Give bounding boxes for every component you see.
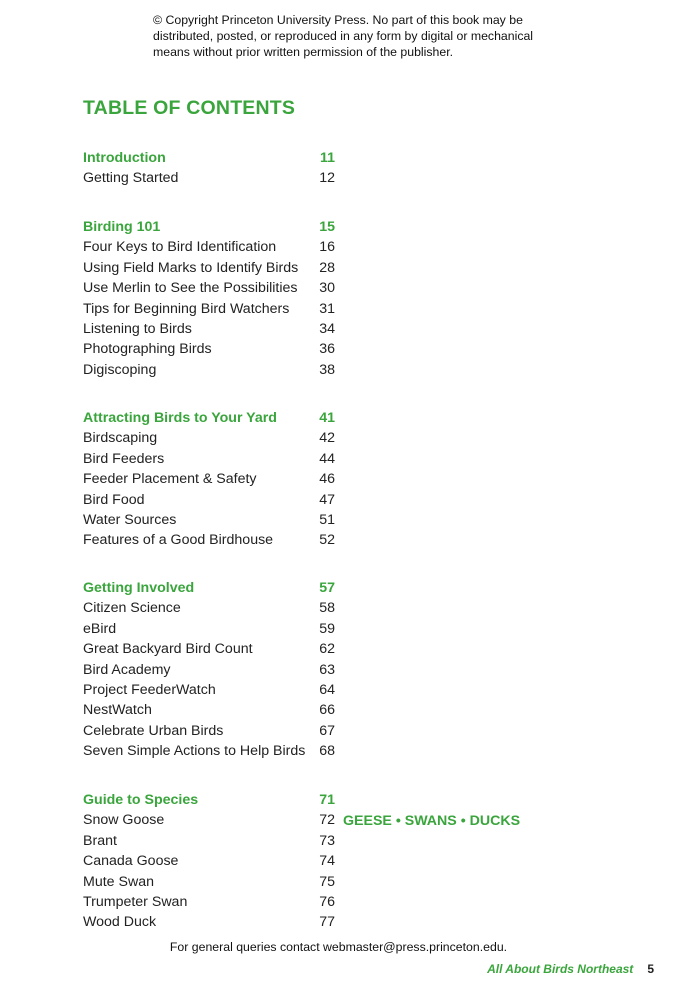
toc-entry bbox=[83, 170, 335, 190]
toc-entry bbox=[83, 532, 335, 552]
entry-page: 74 bbox=[319, 853, 335, 870]
entry-page: 28 bbox=[319, 259, 335, 276]
toc-entry bbox=[83, 341, 335, 361]
entry-page: 38 bbox=[319, 361, 335, 378]
toc-section bbox=[83, 580, 335, 764]
section-heading-page: 11 bbox=[320, 150, 335, 166]
toc-section bbox=[83, 792, 335, 935]
entry-label: Digiscoping bbox=[83, 361, 157, 378]
contact-line: For general queries contact webmaster@press.princeton.edu. bbox=[169, 940, 508, 954]
entry-label: Trumpeter Swan bbox=[83, 893, 188, 910]
entry-label: eBird bbox=[83, 620, 117, 637]
entry-label: Brant bbox=[83, 832, 117, 849]
entry-page: 44 bbox=[319, 450, 335, 467]
entry-page: 59 bbox=[319, 620, 335, 637]
entry-label: Water Sources bbox=[83, 511, 177, 528]
entry-label: Feeder Placement & Safety bbox=[83, 471, 257, 488]
toc-entry bbox=[83, 682, 335, 702]
copyright-line: means without prior written permission of the publisher. bbox=[153, 45, 454, 59]
section-heading-label: Guide to Species bbox=[83, 792, 199, 808]
entry-label: Celebrate Urban Birds bbox=[83, 722, 224, 739]
entry-label: Tips for Beginning Bird Watchers bbox=[83, 300, 290, 317]
section-heading-label: Getting Involved bbox=[83, 580, 195, 596]
entry-page: 31 bbox=[319, 300, 335, 317]
entry-label: Bird Academy bbox=[83, 661, 171, 678]
toc-entry bbox=[83, 874, 335, 894]
section-heading-page: 15 bbox=[319, 219, 335, 235]
section-heading-label: Attracting Birds to Your Yard bbox=[83, 410, 277, 426]
toc-entry bbox=[83, 301, 335, 321]
entry-page: 66 bbox=[319, 702, 335, 719]
entry-label: Project FeederWatch bbox=[83, 681, 216, 698]
toc-entry bbox=[83, 239, 335, 259]
toc-section bbox=[83, 150, 335, 191]
entry-page: 47 bbox=[319, 491, 335, 508]
entry-label: Citizen Science bbox=[83, 600, 181, 617]
entry-page: 64 bbox=[319, 681, 335, 698]
section-heading-page: 57 bbox=[319, 580, 335, 596]
toc-entry bbox=[83, 641, 335, 661]
section-heading-label: Introduction bbox=[83, 150, 166, 166]
section-heading-page: 71 bbox=[319, 792, 335, 808]
entry-label: Great Backyard Bird Count bbox=[83, 641, 253, 658]
toc-entry bbox=[83, 430, 335, 450]
footer-book-title: All About Birds Northeast bbox=[487, 962, 634, 976]
toc-section bbox=[83, 219, 335, 382]
entry-page: 51 bbox=[319, 511, 335, 528]
toc-entry bbox=[83, 894, 335, 914]
entry-page: 30 bbox=[319, 280, 335, 297]
entry-page: 76 bbox=[319, 893, 335, 910]
toc-entry bbox=[83, 853, 335, 873]
copyright-notice bbox=[153, 12, 573, 60]
footer-page-number: 5 bbox=[647, 962, 654, 976]
section-heading-page: 41 bbox=[319, 410, 335, 426]
toc-entry bbox=[83, 600, 335, 620]
entry-label: Birdscaping bbox=[83, 430, 158, 447]
species-group-label: GEESE • SWANS • DUCKS bbox=[343, 813, 521, 829]
toc-entry bbox=[83, 260, 335, 280]
entry-page: 42 bbox=[319, 430, 335, 447]
toc-section-heading bbox=[83, 792, 335, 812]
entry-label: Listening to Birds bbox=[83, 320, 192, 337]
entry-page: 63 bbox=[319, 661, 335, 678]
toc-section-heading bbox=[83, 410, 335, 430]
toc-entry bbox=[83, 812, 335, 832]
toc-entry bbox=[83, 743, 335, 763]
entry-page: 52 bbox=[319, 532, 335, 549]
toc-section-heading bbox=[83, 580, 335, 600]
toc-entry bbox=[83, 471, 335, 491]
toc-entry bbox=[83, 492, 335, 512]
entry-page: 36 bbox=[319, 341, 335, 358]
entry-label: Seven Simple Actions to Help Birds bbox=[83, 743, 306, 760]
toc-entry bbox=[83, 702, 335, 722]
entry-label: Features of a Good Birdhouse bbox=[83, 532, 274, 549]
entry-label: Canada Goose bbox=[83, 853, 179, 870]
toc-entry bbox=[83, 833, 335, 853]
entry-label: Bird Feeders bbox=[83, 450, 165, 467]
entry-page: 75 bbox=[319, 873, 335, 890]
toc-entry bbox=[83, 451, 335, 471]
entry-page: 62 bbox=[319, 641, 335, 658]
toc-entry bbox=[83, 914, 335, 934]
toc-entry bbox=[83, 321, 335, 341]
entry-page: 68 bbox=[319, 743, 335, 760]
toc-entry bbox=[83, 662, 335, 682]
entry-label: Wood Duck bbox=[83, 914, 157, 931]
entry-label: Using Field Marks to Identify Birds bbox=[83, 259, 299, 276]
entry-page: 46 bbox=[319, 471, 335, 488]
toc-entry bbox=[83, 280, 335, 300]
section-heading-label: Birding 101 bbox=[83, 219, 161, 235]
entry-page: 72 bbox=[319, 812, 335, 829]
entry-page: 16 bbox=[319, 239, 335, 256]
entry-label: Mute Swan bbox=[83, 873, 154, 890]
entry-page: 67 bbox=[319, 722, 335, 739]
toc-entry bbox=[83, 362, 335, 382]
entry-page: 58 bbox=[319, 600, 335, 617]
entry-label: NestWatch bbox=[83, 702, 152, 719]
entry-page: 73 bbox=[319, 832, 335, 849]
entry-page: 12 bbox=[319, 170, 335, 187]
toc-entry bbox=[83, 512, 335, 532]
entry-label: Photographing Birds bbox=[83, 341, 212, 358]
page-title: TABLE OF CONTENTS bbox=[83, 97, 296, 119]
entry-label: Four Keys to Bird Identification bbox=[83, 239, 277, 256]
entry-page: 34 bbox=[319, 320, 335, 337]
page-footer bbox=[487, 962, 654, 976]
entry-page: 77 bbox=[319, 914, 335, 931]
toc-section-heading bbox=[83, 150, 335, 170]
toc-section-heading bbox=[83, 219, 335, 239]
entry-label: Bird Food bbox=[83, 491, 145, 508]
toc-entry bbox=[83, 621, 335, 641]
copyright-line: © Copyright Princeton University Press. No part of this book may be bbox=[153, 13, 523, 27]
toc-section bbox=[83, 410, 335, 553]
entry-label: Getting Started bbox=[83, 170, 179, 187]
copyright-line: distributed, posted, or reproduced in any form by digital or mechanical bbox=[153, 29, 534, 43]
entry-label: Use Merlin to See the Possibilities bbox=[83, 280, 298, 297]
entry-label: Snow Goose bbox=[83, 812, 165, 829]
toc-entry bbox=[83, 723, 335, 743]
